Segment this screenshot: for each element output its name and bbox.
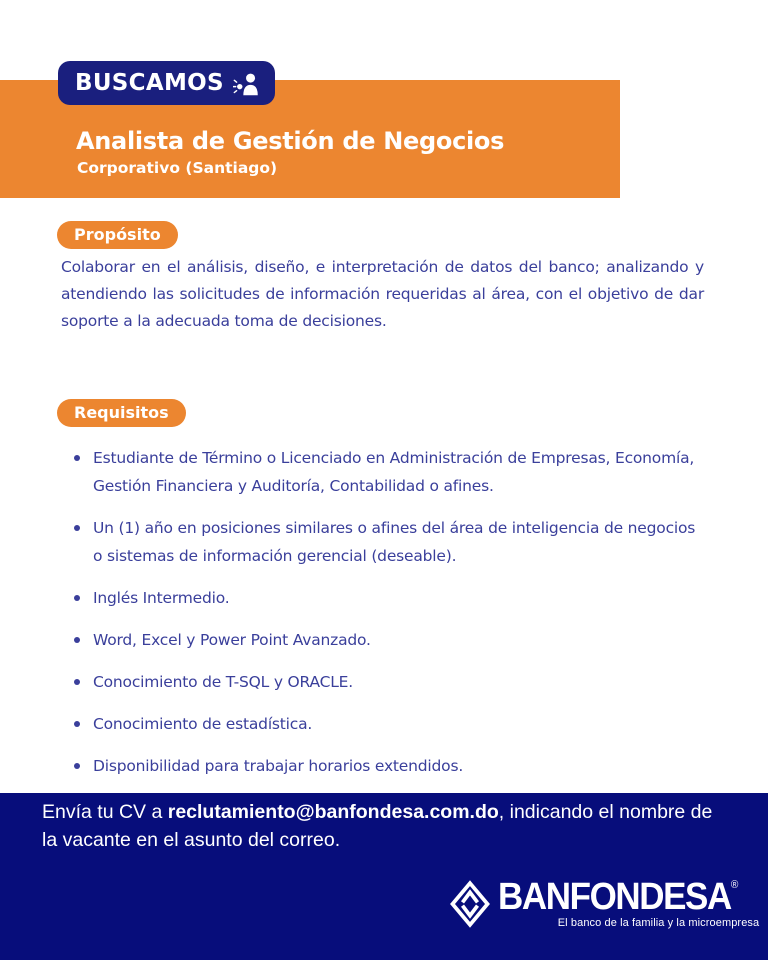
registered-trademark-icon: ® xyxy=(730,879,739,891)
requisitos-pill: Requisitos xyxy=(57,399,186,427)
requirements-list xyxy=(72,444,707,794)
cv-text-prefix: Envía tu CV a xyxy=(42,801,168,823)
requirement-item: Un (1) año en posiciones similares o afines del área de inteligencia de negocios o sistemas de información gerencial (deseable). xyxy=(72,514,707,570)
footer xyxy=(0,793,768,960)
purpose-text: Colaborar en el análisis, diseño, e interpretación de datos del banco; analizando y atendiendo las solicitudes de información requeridas al área, con el objetivo de dar soporte a la adecuada toma de decisiones. xyxy=(61,258,704,330)
logo-tagline: El banco de la familia y la microempresa xyxy=(557,917,760,929)
cv-email[interactable]: reclutamiento@banfondesa.com.do xyxy=(167,801,499,823)
banfondesa-diamond-icon xyxy=(450,880,490,932)
cv-text-suffix: , indicando el nombre de la vacante en el asunto del correo. xyxy=(42,801,713,851)
logo-wordmark: BANFONDESA xyxy=(498,876,731,918)
logo-text-wrap xyxy=(498,878,759,929)
buscamos-badge xyxy=(58,61,275,105)
job-title: Analista de Gestión de Negocios xyxy=(76,127,505,155)
person-waving-icon xyxy=(233,71,260,96)
requirement-item: Estudiante de Término o Licenciado en Administración de Empresas, Economía, Gestión Financiera y Auditoría, Contabilidad o afines. xyxy=(72,444,707,500)
cv-instruction xyxy=(42,798,720,854)
requirement-item: Inglés Intermedio. xyxy=(72,584,707,612)
requirement-item: Disponibilidad para trabajar horarios extendidos. xyxy=(72,752,707,780)
requirement-item: Conocimiento de T-SQL y ORACLE. xyxy=(72,668,707,696)
proposito-pill: Propósito xyxy=(57,221,178,249)
banfondesa-logo xyxy=(450,878,759,932)
buscamos-label: BUSCAMOS xyxy=(75,70,224,96)
requirement-item: Word, Excel y Power Point Avanzado. xyxy=(72,626,707,654)
job-location: Corporativo (Santiago) xyxy=(77,159,278,177)
requirement-item: Conocimiento de estadística. xyxy=(72,710,707,738)
